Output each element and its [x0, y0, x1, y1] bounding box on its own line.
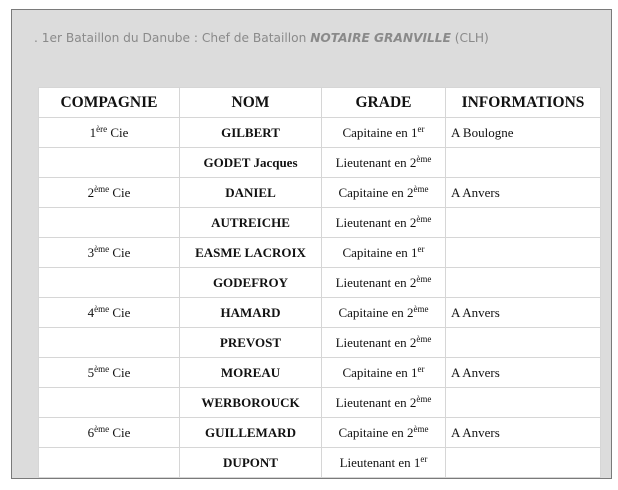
cell-informations — [446, 328, 601, 358]
cell-grade — [322, 208, 446, 238]
cell-compagnie — [39, 358, 180, 388]
cie-suffix: Cie — [109, 364, 131, 380]
cell-grade — [322, 238, 446, 268]
cell-compagnie — [39, 118, 180, 148]
cell-compagnie — [39, 418, 180, 448]
heading-prefix: . 1er Bataillon du Danube : Chef de Bataillon — [34, 31, 311, 45]
grade-ordinal: er — [417, 243, 425, 254]
grade-text: Lieutenant en 2 — [335, 154, 417, 170]
cell-informations — [446, 448, 601, 478]
header-grade: GRADE — [322, 88, 446, 118]
cell-nom: GODEFROY — [180, 268, 322, 298]
grade-ordinal: ème — [413, 183, 429, 194]
grade-text: Capitaine en 1 — [342, 364, 418, 380]
cie-ordinal: ère — [96, 123, 108, 134]
cell-grade — [322, 118, 446, 148]
cie-number: 2 — [87, 184, 95, 200]
table-row — [39, 358, 601, 388]
cell-grade — [322, 148, 446, 178]
cell-compagnie — [39, 298, 180, 328]
grade-ordinal: ème — [416, 393, 432, 404]
cell-informations: A Anvers — [446, 298, 601, 328]
cell-nom: DUPONT — [180, 448, 322, 478]
table-row — [39, 208, 601, 238]
cie-ordinal: ème — [94, 183, 110, 194]
table-row — [39, 388, 601, 418]
table-row — [39, 178, 601, 208]
grade-text: Capitaine en 1 — [342, 124, 418, 140]
cie-number: 3 — [87, 244, 95, 260]
cell-grade — [322, 388, 446, 418]
cell-nom: EASME LACROIX — [180, 238, 322, 268]
cell-informations — [446, 148, 601, 178]
cell-nom: GODET Jacques — [180, 148, 322, 178]
header-informations: INFORMATIONS — [446, 88, 601, 118]
grade-ordinal: ème — [413, 423, 429, 434]
grade-ordinal: ème — [413, 303, 429, 314]
cie-suffix: Cie — [109, 304, 131, 320]
cie-number: 1 — [89, 124, 97, 140]
cie-suffix: Cie — [107, 124, 129, 140]
cell-compagnie — [39, 148, 180, 178]
heading-suffix: (CLH) — [450, 31, 489, 45]
cell-grade — [322, 298, 446, 328]
grade-ordinal: ème — [416, 333, 432, 344]
grade-ordinal: er — [420, 453, 428, 464]
cell-compagnie — [39, 328, 180, 358]
table-row — [39, 118, 601, 148]
cell-nom: WERBOROUCK — [180, 388, 322, 418]
cell-grade — [322, 448, 446, 478]
roster-body — [39, 118, 601, 478]
battalion-heading — [34, 31, 489, 45]
grade-text: Capitaine en 2 — [338, 304, 414, 320]
grade-ordinal: ème — [416, 153, 432, 164]
cie-number: 5 — [87, 364, 95, 380]
cie-ordinal: ème — [94, 423, 110, 434]
table-row — [39, 238, 601, 268]
cell-informations — [446, 238, 601, 268]
cell-compagnie — [39, 208, 180, 238]
cell-nom: PREVOST — [180, 328, 322, 358]
grade-text: Capitaine en 1 — [342, 244, 418, 260]
grade-text: Capitaine en 2 — [338, 184, 414, 200]
table-row — [39, 148, 601, 178]
grade-ordinal: er — [417, 123, 425, 134]
cell-grade — [322, 268, 446, 298]
grade-ordinal: er — [417, 363, 425, 374]
cie-ordinal: ème — [94, 303, 110, 314]
grade-text: Lieutenant en 2 — [335, 334, 417, 350]
grade-text: Lieutenant en 2 — [335, 274, 417, 290]
cie-suffix: Cie — [109, 424, 131, 440]
cell-informations: A Anvers — [446, 418, 601, 448]
grade-text: Lieutenant en 1 — [339, 454, 421, 470]
cell-grade — [322, 178, 446, 208]
commander-name: NOTAIRE GRANVILLE — [310, 31, 451, 45]
table-row — [39, 328, 601, 358]
cell-informations: A Boulogne — [446, 118, 601, 148]
cell-nom: GUILLEMARD — [180, 418, 322, 448]
cell-nom: GILBERT — [180, 118, 322, 148]
cie-ordinal: ème — [94, 363, 110, 374]
cell-compagnie — [39, 448, 180, 478]
grade-ordinal: ème — [416, 273, 432, 284]
grade-text: Capitaine en 2 — [338, 424, 414, 440]
cell-compagnie — [39, 268, 180, 298]
cell-nom: DANIEL — [180, 178, 322, 208]
cell-compagnie — [39, 238, 180, 268]
cie-ordinal: ème — [94, 243, 110, 254]
cell-grade — [322, 358, 446, 388]
cell-informations — [446, 268, 601, 298]
grade-text: Lieutenant en 2 — [335, 394, 417, 410]
cie-number: 4 — [87, 304, 95, 320]
cie-suffix: Cie — [109, 184, 131, 200]
cell-informations: A Anvers — [446, 358, 601, 388]
header-compagnie: COMPAGNIE — [39, 88, 180, 118]
header-nom: NOM — [180, 88, 322, 118]
cell-compagnie — [39, 178, 180, 208]
cie-number: 6 — [87, 424, 95, 440]
cell-grade — [322, 418, 446, 448]
cell-informations — [446, 388, 601, 418]
table-row — [39, 448, 601, 478]
cell-informations: A Anvers — [446, 178, 601, 208]
grade-text: Lieutenant en 2 — [335, 214, 417, 230]
cell-grade — [322, 328, 446, 358]
cell-nom: AUTREICHE — [180, 208, 322, 238]
table-header-row — [39, 88, 601, 118]
cie-suffix: Cie — [109, 244, 131, 260]
content-panel — [11, 9, 612, 479]
table-row — [39, 418, 601, 448]
roster-table — [38, 87, 601, 478]
grade-ordinal: ème — [416, 213, 432, 224]
cell-nom: HAMARD — [180, 298, 322, 328]
cell-informations — [446, 208, 601, 238]
cell-nom: MOREAU — [180, 358, 322, 388]
cell-compagnie — [39, 388, 180, 418]
table-row — [39, 268, 601, 298]
table-row — [39, 298, 601, 328]
